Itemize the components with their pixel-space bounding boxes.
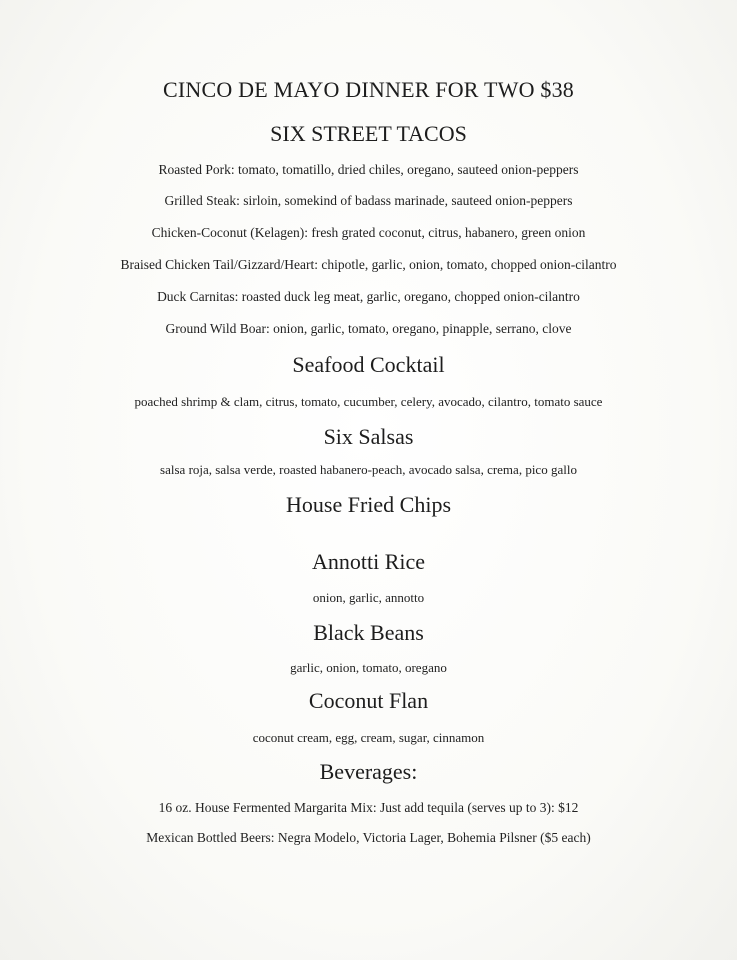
beans-heading: Black Beans	[313, 620, 424, 645]
chips-heading: House Fried Chips	[286, 492, 451, 517]
taco-item: Chicken-Coconut (Kelagen): fresh grated coconut, citrus, habanero, green onion	[151, 225, 586, 240]
taco-item: Duck Carnitas: roasted duck leg meat, garlic, oregano, chopped onion-cilantro	[157, 289, 580, 304]
flan-description: coconut cream, egg, cream, sugar, cinnamon	[252, 730, 485, 745]
beverage-item: Mexican Bottled Beers: Negra Modelo, Victoria Lager, Bohemia Pilsner ($5 each)	[146, 830, 591, 845]
salsas-heading: Six Salsas	[323, 424, 414, 449]
taco-item: Ground Wild Boar: onion, garlic, tomato, oregano, pinapple, serrano, clove	[165, 321, 572, 336]
taco-item: Grilled Steak: sirloin, somekind of badass marinade, sauteed onion-peppers	[164, 193, 573, 208]
salsas-description: salsa roja, salsa verde, roasted habanero-peach, avocado salsa, crema, pico gallo	[160, 462, 577, 477]
seafood-description: poached shrimp & clam, citrus, tomato, cucumber, celery, avocado, cilantro, tomato sauce	[134, 394, 603, 409]
beans-description: garlic, onion, tomato, oregano	[290, 660, 447, 675]
seafood-heading: Seafood Cocktail	[292, 352, 445, 377]
taco-item: Braised Chicken Tail/Gizzard/Heart: chipotle, garlic, onion, tomato, chopped onion-cilantro	[120, 257, 617, 272]
menu-title: CINCO DE MAYO DINNER FOR TWO $38	[163, 77, 574, 102]
beverage-item: 16 oz. House Fermented Margarita Mix: Just add tequila (serves up to 3): $12	[158, 800, 579, 815]
tacos-heading: SIX STREET TACOS	[270, 121, 467, 146]
rice-heading: Annotti Rice	[311, 549, 426, 574]
flan-heading: Coconut Flan	[308, 688, 429, 713]
taco-item: Roasted Pork: tomato, tomatillo, dried chiles, oregano, sauteed onion-peppers	[158, 162, 579, 177]
rice-description: onion, garlic, annotto	[312, 590, 425, 605]
beverages-heading: Beverages:	[319, 759, 418, 784]
